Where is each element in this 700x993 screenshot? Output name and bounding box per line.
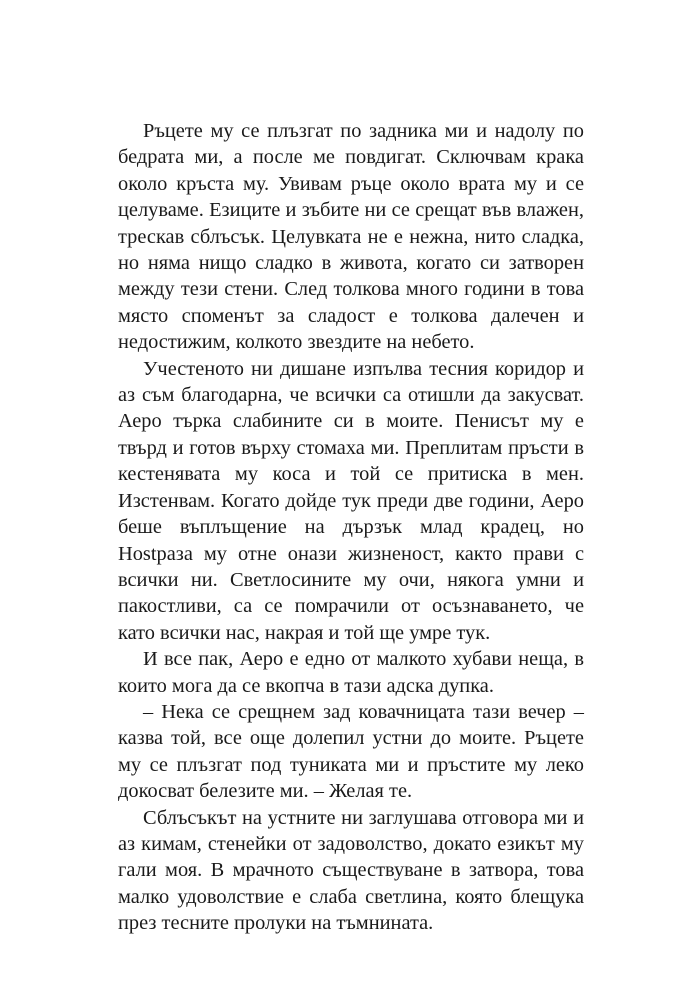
paragraph-5: Сблъсъкът на устните ни заглушава отговора ми и аз кимам, стенейки от задоволство, докато езикът му гали моя. В мрачното съществуване в затвора, това малко удоволствие е слаба светлина, която блещука през тесните пролуки на тъмнината.	[118, 806, 584, 935]
paragraph-1: Ръцете му се плъзгат по задника ми и надолу по бедрата ми, а после ме повдигат. Сключвам крака около кръста му. Увивам ръце около врата му и се целуваме. Езиците и зъбите ни се срещат във влажен, трескав сблъсък. Целувката не е нежна, нито сладка, но няма нищо сладко в живота, когато си затворен между тези стени. След толкова много години в това място споменът за сладост е толкова далечен и недостижим, колкото звездите на небето.	[118, 120, 584, 354]
paragraph-3: И все пак, Аеро е едно от малкото хубави неща, в които мога да се вкопча в тази адска дупка.	[118, 648, 584, 697]
paragraph-4: – Нека се срещнем зад ковачницата тази вечер – казва той, все още долепил устни до моите. Ръцете му се плъзгат под туниката ми и пръстите му леко докосват белезите ми. – Желая те.	[118, 700, 584, 803]
body-text	[118, 118, 584, 937]
paragraph-2: Учестеното ни дишане изпълва тесния коридор и аз съм благодарна, че всички са отишли да закусват. Аеро търка слабините си в моите. Пенисът му е твърд и готов върху стомаха ми. Преплитам пръсти в кестенявата му коса и той се притиска в мен. Изстенвам. Когато дойде тук преди две години, Аеро беше въплъщение на дързък млад крадец, но Нostраза му отне онази жизненост, както прави с всички ни. Светлосините му очи, някога умни и пакостливи, са се помрачили от осъзнаването, че като всички нас, накрая и той ще умре тук.	[118, 357, 584, 644]
